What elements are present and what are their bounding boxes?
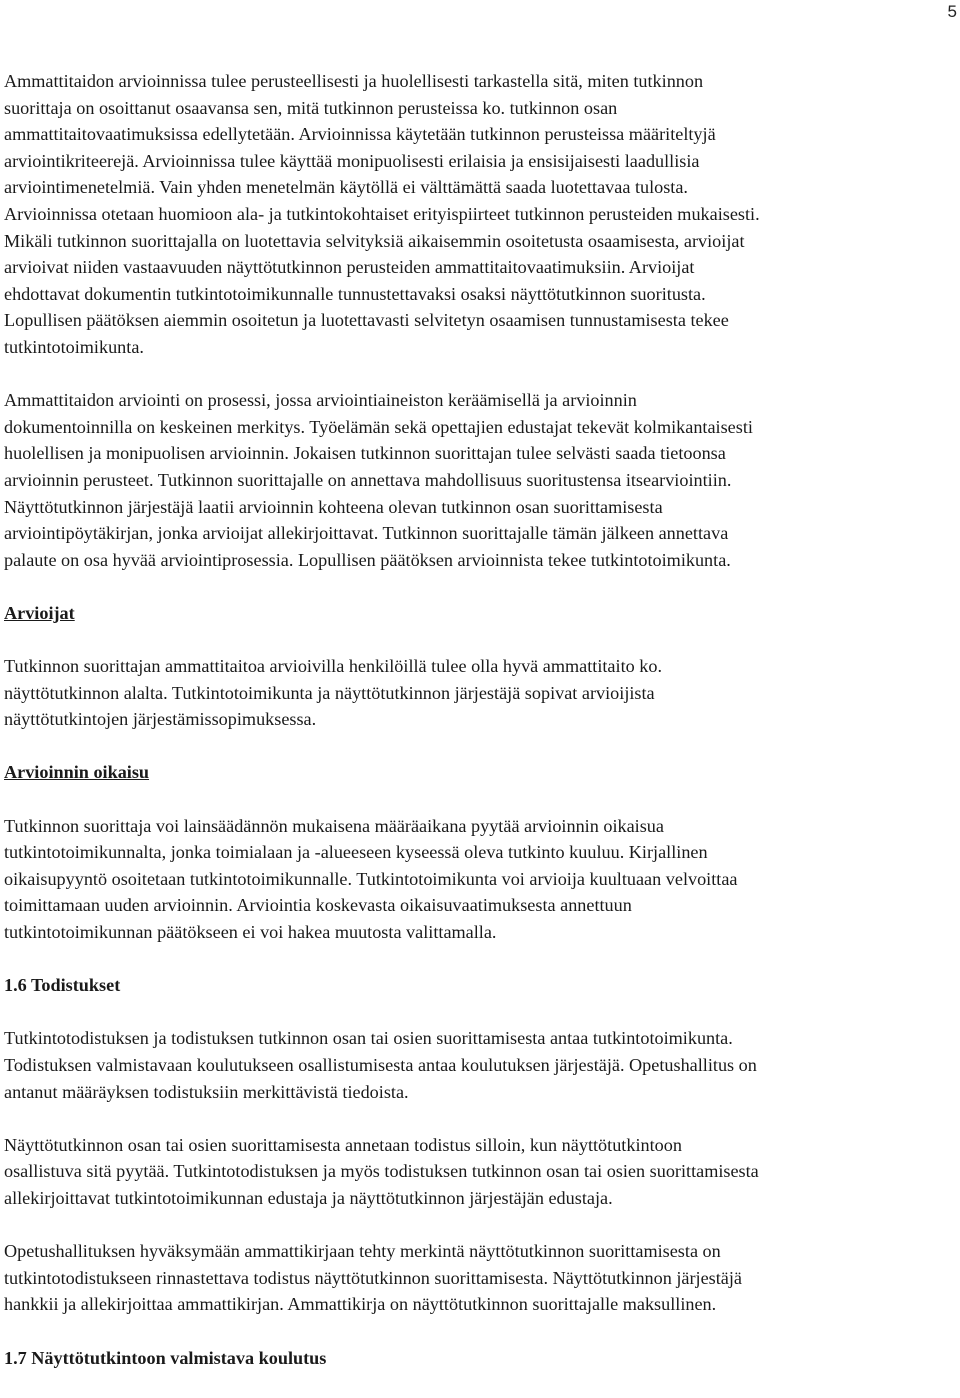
- text-line: dokumentoinnilla on keskeinen merkitys. Työelämän sekä opettajien edustajat tekevät kolmikantaisesti: [4, 416, 753, 437]
- text-line: Tutkintotodistuksen ja todistuksen tutkinnon osan tai osien suorittamisesta antaa tutkintotoimikunta.: [4, 1028, 733, 1049]
- text-line: hankkii ja allekirjoittaa ammattikirjan. Ammattikirja on näyttötutkinnon suorittajalle maksullinen.: [4, 1294, 717, 1315]
- text-line: toimittamaan uuden arvioinnin. Arviointia koskevasta oikaisuvaatimuksesta annettuun: [4, 895, 632, 916]
- text-line: palaute on osa hyvää arviointiprosessia. Lopullisen päätöksen arvioinnista tekee tutkintotoimikunta.: [4, 549, 731, 570]
- text-line: Näyttötutkinnon osan tai osien suorittamisesta annetaan todistus silloin, kun näyttötutkintoon: [4, 1134, 682, 1155]
- text-line: arviointikriteerejä. Arvioinnissa tulee käyttää monipuolisesti erilaisia ja ensisijaisesti laadullisia: [4, 150, 700, 171]
- page-number: 5: [947, 2, 957, 21]
- text-line: Tutkinnon suorittajan ammattitaitoa arvioivilla henkilöillä tulee olla hyvä ammattitaito ko.: [4, 656, 662, 677]
- heading-todistukset: 1.6 Todistukset: [4, 975, 121, 996]
- text-line: antanut määräyksen todistuksiin merkittävistä tiedoista.: [4, 1081, 409, 1102]
- paragraph-certificates: [4, 1025, 956, 1105]
- paragraph-assessment-process: [4, 387, 956, 573]
- paragraph-assessment-principles: [4, 68, 956, 361]
- text-line: Todistuksen valmistavaan koulutukseen osallistumisesta antaa koulutuksen järjestäjä. Opetushallitus on: [4, 1054, 757, 1075]
- paragraph-assessors: [4, 653, 956, 733]
- text-line: Näyttötutkinnon järjestäjä laatii arvioinnin kohteena olevan tutkinnon osan suorittamisesta: [4, 496, 663, 517]
- text-line: allekirjoittavat tutkintotoimikunnan edustaja ja näyttötutkinnon järjestäjän edustaja.: [4, 1187, 613, 1208]
- text-line: huolellisen ja monipuolisen arvioinnin. Jokaisen tutkinnon suorittajan tulee selvästi saada tietoonsa: [4, 443, 726, 464]
- text-line: osallistuva sitä pyytää. Tutkintotodistuksen ja myös todistuksen tutkinnon osan tai osien suorittamisesta: [4, 1161, 759, 1182]
- text-line: suorittaja on osoittanut osaavansa sen, mitä tutkinnon perusteissa ko. tutkinnon osan: [4, 97, 618, 118]
- text-line: Ammattitaidon arviointi on prosessi, jossa arviointiaineiston keräämisellä ja arvioinnin: [4, 390, 637, 411]
- text-line: ehdottavat dokumentin tutkintotoimikunnalle tunnustettavaksi osaksi näyttötutkinnon suoritusta.: [4, 283, 706, 304]
- text-line: arviointipöytäkirjan, jonka arvioijat allekirjoittavat. Tutkinnon suorittajalle tämän jälkeen annettava: [4, 523, 729, 544]
- heading-valmistava-koulutus: 1.7 Näyttötutkintoon valmistava koulutus: [4, 1347, 327, 1368]
- text-line: Mikäli tutkinnon suorittajalla on luotettavia selvityksiä aikaisemmin osoitetusta osaamisesta, arvioijat: [4, 230, 745, 251]
- text-line: arviointimenetelmiä. Vain yhden menetelmän käytöllä ei välttämättä saada luotettavaa tulosta.: [4, 177, 688, 198]
- text-line: Ammattitaidon arvioinnissa tulee perusteellisesti ja huolellisesti tarkastella sitä, miten tutkinnon: [4, 71, 704, 91]
- text-line: Arvioinnissa otetaan huomioon ala- ja tutkintokohtaiset erityispiirteet tutkinnon perusteiden mukaisesti.: [4, 203, 760, 224]
- text-line: tutkintotodistukseen rinnastettava todistus näyttötutkinnon suorittamisesta. Näyttötutkinnon järjestäjä: [4, 1267, 743, 1288]
- text-line: Opetushallituksen hyväksymään ammattikirjaan tehty merkintä näyttötutkinnon suorittamisesta on: [4, 1241, 721, 1262]
- text-line: arvioinnin perusteet. Tutkinnon suorittajalle on annettava mahdollisuus suoritustensa itsearviointiin.: [4, 469, 732, 490]
- text-line: näyttötutkintojen järjestämissopimuksessa.: [4, 709, 317, 730]
- text-line: tutkintotoimikunnan päätökseen ei voi hakea muutosta valittamalla.: [4, 922, 497, 942]
- paragraph-correction: [4, 813, 956, 946]
- text-line: Tutkinnon suorittaja voi lainsäädännön mukaisena määräaikana pyytää arvioinnin oikaisua: [4, 815, 664, 836]
- text-line: Lopullisen päätöksen aiemmin osoitetun ja luotettavasti selvitetyn osaamisen tunnustamisesta tekee: [4, 310, 729, 331]
- paragraph-partial-certificates: [4, 1132, 956, 1212]
- text-line: ammattitaitovaatimuksissa edellytetään. Arvioinnissa käytetään tutkinnon perusteissa määriteltyjä: [4, 124, 716, 145]
- heading-arvioijat: Arvioijat: [4, 602, 75, 623]
- text-line: arvioivat niiden vastaavuuden näyttötutkinnon perusteiden ammattitaitovaatimuksiin. Arvioijat: [4, 257, 695, 278]
- text-line: tutkintotoimikunta.: [4, 336, 144, 357]
- document-body: [4, 68, 956, 1398]
- text-line: näyttötutkinnon alalta. Tutkintotoimikunta ja näyttötutkinnon järjestäjä sopivat arvioijista: [4, 682, 655, 703]
- paragraph-vocational-book: [4, 1238, 956, 1318]
- heading-arvioinnin-oikaisu: Arvioinnin oikaisu: [4, 762, 150, 783]
- text-line: tutkintotoimikunnalta, jonka toimialaan ja -alueeseen kyseessä oleva tutkinto kuuluu. Kirjallinen: [4, 842, 708, 863]
- text-line: oikaisupyyntö osoitetaan tutkintotoimikunnalle. Tutkintotoimikunta voi arvioija kuultuaan velvoittaa: [4, 868, 738, 889]
